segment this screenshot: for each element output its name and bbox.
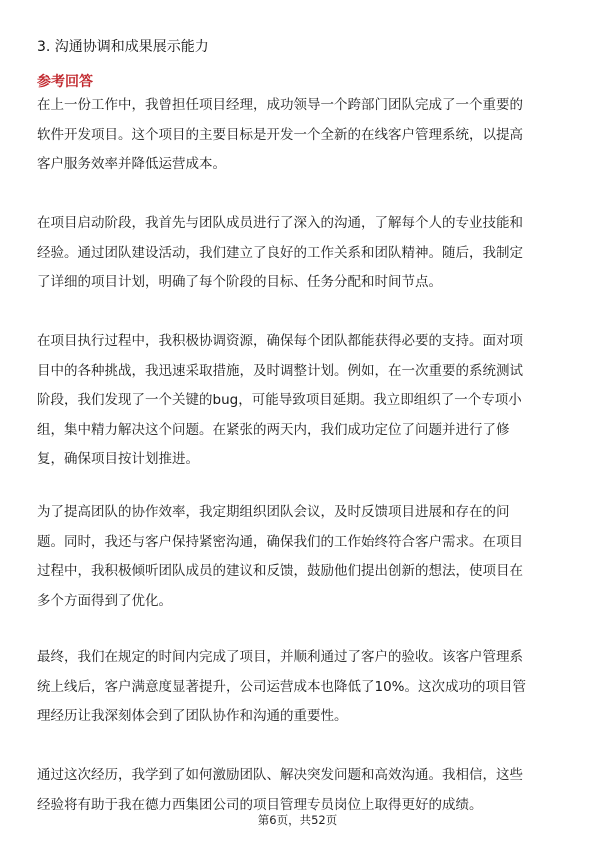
paragraph-line: 经验将有助于我在德力西集团公司的项目管理专员岗位上取得更好的成绩。 [37, 796, 483, 813]
paragraph-line: 最终，我们在规定的时间内完成了项目，并顺利通过了客户的验收。该客户管理系 [37, 649, 523, 665]
paragraph-line: 题。同时，我还与客户保持紧密沟通，确保我们的工作始终符合客户需求。在项目 [37, 533, 523, 550]
paragraph-line: 在项目启动阶段，我首先与团队成员进行了深入的沟通，了解每个人的专业技能和 [37, 215, 523, 231]
paragraph-line: 复，确保项目按计划推进。 [37, 451, 199, 467]
paragraph-3 [37, 327, 557, 475]
section-heading: 3. 沟通协调和成果展示能力 [37, 39, 209, 55]
paragraph-line: 统上线后，客户满意度显著提升，公司运营成本也降低了10%。这次成功的项目管 [37, 678, 527, 695]
paragraph-4 [37, 498, 557, 616]
paragraph-1 [37, 91, 557, 180]
paragraph-line: 通过这次经历，我学到了如何激励团队、解决突发问题和高效沟通。我相信，这些 [37, 767, 523, 783]
paragraph-line: 过程中，我积极倾听团队成员的建议和反馈，鼓励他们提出创新的想法，使项目在 [37, 563, 523, 579]
paragraph-line: 经验。通过团队建设活动，我们建立了良好的工作关系和团队精神。随后，我制定 [37, 244, 523, 261]
paragraph-line: 为了提高团队的协作效率，我定期组织团队会议，及时反馈项目进展和存在的问 [37, 504, 510, 520]
paragraph-line: 在上一份工作中，我曾担任项目经理，成功领导一个跨部门团队完成了一个重要的 [37, 97, 523, 113]
paragraph-line: 理经历让我深刻体会到了团队协作和沟通的重要性。 [37, 708, 348, 724]
paragraph-line: 了详细的项目计划，明确了每个阶段的目标、任务分配和时间节点。 [37, 274, 442, 290]
reference-answer-label: 参考回答 [37, 74, 93, 90]
paragraph-line: 在项目执行过程中，我积极协调资源，确保每个团队都能获得必要的支持。面对项 [37, 333, 523, 349]
paragraph-line: 阶段，我们发现了一个关键的bug，可能导致项目延期。我立即组织了一个专项小 [37, 392, 522, 408]
paragraph-2 [37, 209, 557, 298]
page-number-footer: 第6页，共52页 [257, 813, 338, 827]
paragraph-line: 组，集中精力解决这个问题。在紧张的两天内，我们成功定位了问题并进行了修 [37, 421, 510, 438]
paragraph-line: 目中的各种挑战，我迅速采取措施，及时调整计划。例如，在一次重要的系统测试 [37, 362, 523, 379]
paragraph-5 [37, 643, 557, 732]
paragraph-line: 客户服务效率并降低运营成本。 [37, 156, 226, 172]
paragraph-line: 多个方面得到了优化。 [37, 592, 172, 609]
paragraph-line: 软件开发项目。这个项目的主要目标是开发一个全新的在线客户管理系统，以提高 [37, 126, 523, 143]
